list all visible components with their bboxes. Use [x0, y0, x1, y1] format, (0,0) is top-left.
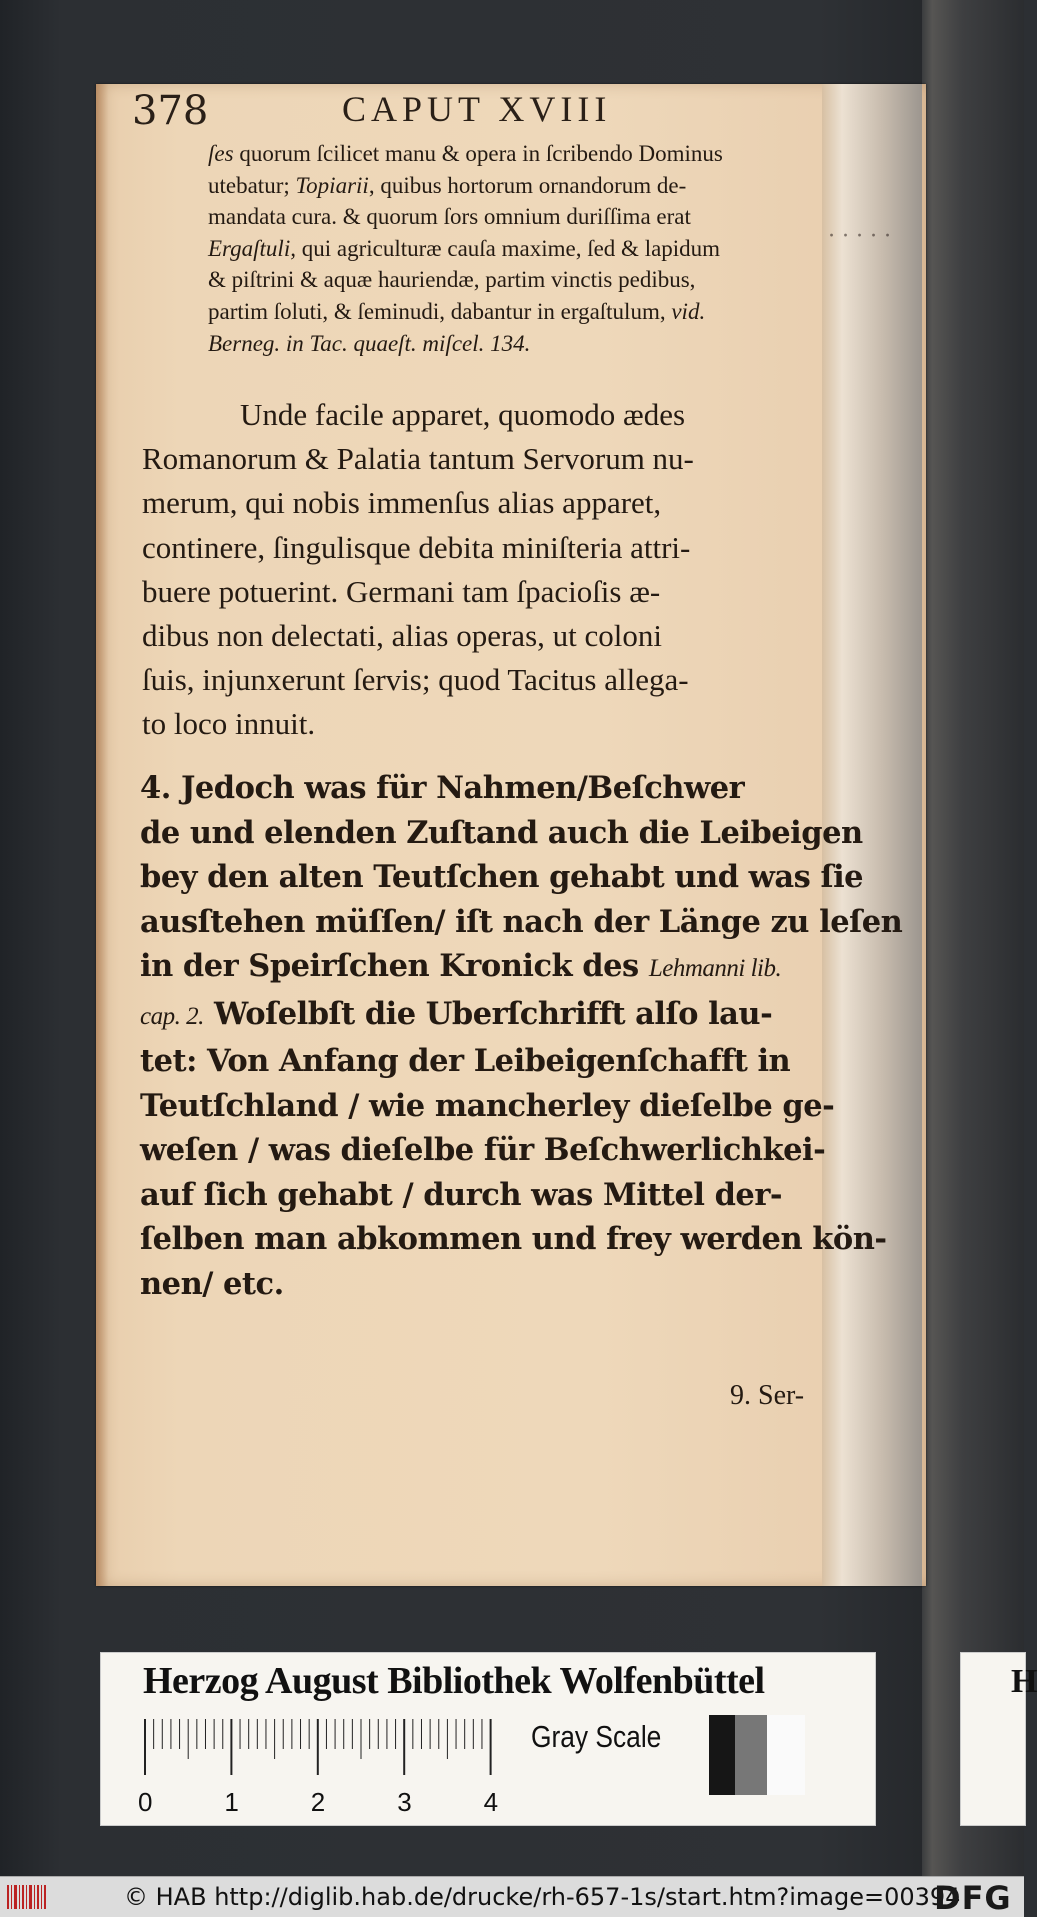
text-segment: Lehmanni lib.: [648, 955, 782, 982]
text-segment: 4. Jedoch was für Nahmen/Beſchwer: [140, 770, 745, 806]
german-line: [140, 855, 864, 900]
latin-paragraph: [142, 393, 802, 747]
ruler-number: 0: [138, 1787, 153, 1817]
text-segment: Teutſchland / wie mancherley dieſelbe ge-: [140, 1087, 835, 1124]
text-segment: Woſelbſt die Uberſchrifft alſo lau-: [203, 995, 773, 1032]
text-segment: weſen / was dieſelbe für Beſchwerlichkei-: [140, 1132, 826, 1168]
dfg-logo: DFG: [934, 1879, 1012, 1917]
color-target-card: [100, 1652, 876, 1826]
german-line: [140, 1173, 820, 1218]
latin-line: ſuis, injunxerunt ſervis; quod Tacitus allega-: [142, 662, 689, 698]
ruler-number: 3: [397, 1787, 412, 1817]
barcode-icon: [6, 1883, 48, 1911]
text-segment: Ergaſtuli,: [208, 235, 296, 261]
latin-line: Unde facile apparet, quomodo ædes: [240, 397, 686, 432]
text-segment: Topiarii: [295, 172, 369, 198]
text-segment: & piſtrini & aquæ hauriendæ, partim vinctis pedibus,: [208, 267, 696, 293]
ruler-number: 4: [483, 1787, 499, 1817]
text-segment: de und elenden Zuſtand auch die Leibeigen: [140, 814, 863, 851]
footnote-line: [208, 170, 828, 202]
footnote-line: [208, 264, 828, 296]
german-line: [140, 944, 820, 992]
text-segment: tet: Von Anfang der Leibeigenſchafft in: [140, 1043, 791, 1079]
library-name: Herzog August Bibliothek Wolfenbüttel: [143, 1660, 765, 1702]
text-segment: auf ſich gehabt / durch was Mittel der-: [140, 1176, 783, 1213]
german-paragraph: [140, 766, 903, 1306]
footnote-line: [208, 138, 828, 170]
text-segment: in der Speirſchen Kronick des: [140, 948, 649, 984]
ruler-number: 2: [310, 1787, 326, 1817]
text-segment: qui agriculturæ cauſa maxime, ſed & lapidum: [295, 235, 721, 261]
footer-bar: [0, 1876, 1024, 1917]
german-line: [140, 1039, 820, 1084]
german-line: [140, 1128, 826, 1173]
black-swatch: [709, 1715, 735, 1795]
footnote-line: [208, 233, 828, 265]
ruler-number: 1: [224, 1787, 239, 1817]
latin-line: continere, ſingulisque debita miniſteria attri-: [142, 529, 691, 565]
running-title: CAPUT XVIII: [342, 89, 612, 129]
text-segment: ſelben man abkommen und frey werden kön-: [140, 1221, 887, 1257]
adjacent-target-card: [960, 1652, 1037, 1826]
german-line: [140, 1084, 835, 1129]
latin-line: to loco innuit.: [142, 706, 316, 742]
footnote-line: [208, 296, 828, 328]
footnote-line: [208, 201, 828, 233]
gray-swatch: [735, 1715, 767, 1795]
german-line: [140, 1262, 820, 1307]
footnote-block: [208, 138, 828, 359]
adjacent-target-letter: H: [1011, 1663, 1037, 1700]
text-segment: , quibus hortorum ornandorum de-: [368, 172, 687, 198]
german-line: [140, 992, 820, 1040]
german-line: [140, 766, 820, 811]
latin-line: merum, qui nobis immenſus alias apparet,: [142, 485, 662, 521]
white-swatch: [767, 1715, 805, 1795]
german-line: [140, 900, 903, 945]
page-number: 378: [132, 88, 209, 134]
text-segment: cap. 2.: [140, 1002, 204, 1030]
mirror-text: · · · · ·: [828, 224, 891, 249]
catchword: 9. Ser-: [730, 1380, 805, 1411]
german-line: [140, 1217, 887, 1262]
adjacent-page-edge: [922, 0, 1024, 1876]
ruler: [138, 1719, 543, 1823]
text-segment: nen/ etc.: [140, 1265, 284, 1302]
text-segment: ſes: [208, 141, 234, 166]
gray-scale-label: Gray Scale: [531, 1719, 662, 1754]
text-segment: utebatur;: [208, 172, 296, 198]
text-segment: partim ſoluti, & ſeminudi, dabantur in ergaſtulum,: [208, 298, 672, 324]
latin-line: dibus non delectati, alias operas, ut coloni: [142, 618, 662, 654]
latin-line: buere potuerint. Germani tam ſpacioſis æ-: [142, 573, 661, 609]
page-header: [132, 88, 692, 142]
latin-line: Romanorum & Palatia tantum Servorum nu-: [142, 441, 694, 477]
text-segment: mandata cura. & quorum ſors omnium duriſſima erat: [208, 204, 691, 230]
text-segment: quorum ſcilicet manu & opera in ſcribendo Dominus: [233, 141, 723, 166]
german-line: [140, 811, 863, 856]
copyright-url: © HAB http://diglib.hab.de/drucke/rh-657-1s/start.htm?image=00394: [124, 1883, 961, 1911]
text-segment: vid.: [671, 298, 706, 324]
footnote-line: [208, 328, 828, 360]
text-segment: Berneg. in Tac. quaeſt. miſcel. 134.: [208, 330, 531, 356]
text-segment: bey den alten Teutſchen gehabt und was ſie: [140, 859, 864, 895]
text-segment: ausſtehen müſſen/ iſt nach der Länge zu leſen: [140, 903, 903, 940]
